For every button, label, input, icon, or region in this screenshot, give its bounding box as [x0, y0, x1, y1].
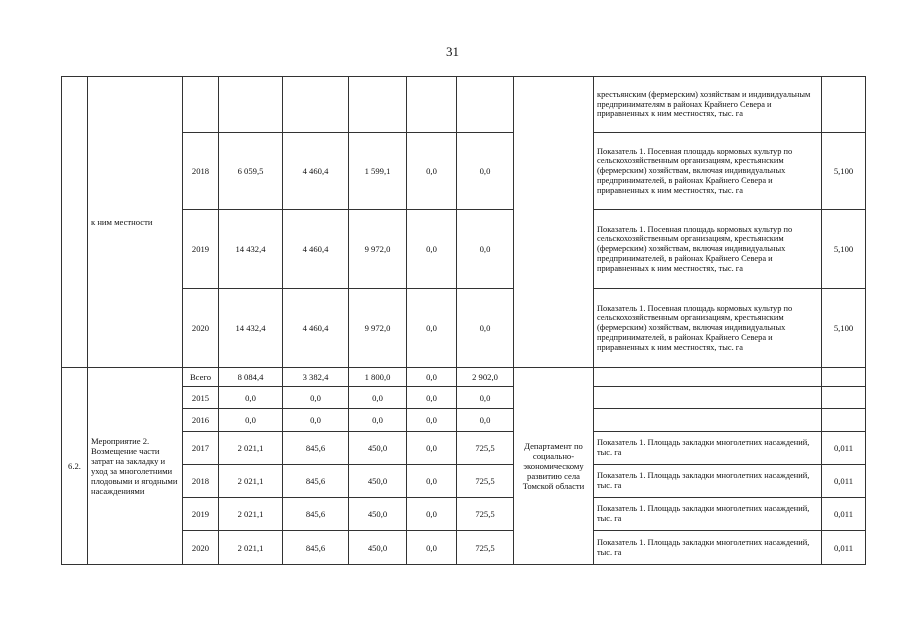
fund-cell: 450,0: [349, 531, 407, 565]
indicator-cell: Показатель 1. Посевная площадь кормовых культур по сельскохозяйственным организациям, крестьянским (фермерским) хозяйствам, включая индивидуальных предпринимателей, в районах Крайнего Севера и приравненных к ним местностях, тыс. га: [594, 133, 822, 210]
fund-cell: 0,0: [349, 409, 407, 432]
fund-cell: 845,6: [283, 465, 349, 498]
indicator-value: [822, 368, 866, 387]
fund-cell: 0,0: [457, 289, 514, 368]
fund-cell: 0,0: [407, 465, 457, 498]
indicator-cell: Показатель 1. Посевная площадь кормовых культур по сельскохозяйственным организациям, крестьянским (фермерским) хозяйствам, включая индивидуальных предпринимателей, в районах Крайнего Севера и приравненных к ним местностях, тыс. га: [594, 289, 822, 368]
indicator-cell: Показатель 1. Посевная площадь кормовых культур по сельскохозяйственным организациям, крестьянским (фермерским) хозяйствам, включая индивидуальных предпринимателей, в районах Крайнего Севера и приравненных к ним местностях, тыс. га: [594, 210, 822, 289]
indicator-value: 0,011: [822, 498, 866, 531]
fund-cell: 4 460,4: [283, 133, 349, 210]
page-number: 31: [446, 44, 459, 59]
total-cell: 2 021,1: [219, 465, 283, 498]
fund-cell: 0,0: [407, 498, 457, 531]
indicator-cell: Показатель 1. Площадь закладки многолетних насаждений, тыс. га: [594, 465, 822, 498]
indicator-cell: крестьянским (фермерским) хозяйствам и индивидуальным предпринимателям в районах Крайнего Севера и приравненных к ним местностях, тыс. га: [594, 77, 822, 133]
fund-cell: 0,0: [407, 409, 457, 432]
indicator-value: 5,100: [822, 133, 866, 210]
fund-cell: 450,0: [349, 465, 407, 498]
indicator-value: 0,011: [822, 465, 866, 498]
indicator-value: 0,011: [822, 432, 866, 465]
fund-cell: 3 382,4: [283, 368, 349, 387]
year-cell: 2019: [183, 498, 219, 531]
table-row: [62, 498, 866, 531]
year-cell: 2016: [183, 409, 219, 432]
total-cell: 6 059,5: [219, 133, 283, 210]
year-cell: Всего: [183, 368, 219, 387]
fund-cell: 0,0: [283, 387, 349, 409]
table-row: [62, 531, 866, 565]
fund-cell: 725,5: [457, 432, 514, 465]
indicator-cell: [594, 387, 822, 409]
fund-cell: 0,0: [407, 133, 457, 210]
indicator-cell: [594, 368, 822, 387]
fund-cell: 1 800,0: [349, 368, 407, 387]
executor-cell: [514, 77, 594, 368]
fund-cell: 9 972,0: [349, 289, 407, 368]
total-cell: 2 021,1: [219, 432, 283, 465]
fund-cell: 1 599,1: [349, 133, 407, 210]
table-row: [62, 432, 866, 465]
fund-cell: 4 460,4: [283, 210, 349, 289]
fund-cell: 450,0: [349, 498, 407, 531]
indicator-cell: Показатель 1. Площадь закладки многолетних насаждений, тыс. га: [594, 498, 822, 531]
fund-cell: 0,0: [407, 210, 457, 289]
indicator-value: [822, 409, 866, 432]
fund-cell: 845,6: [283, 432, 349, 465]
measure-name-cell: Мероприятие 2. Возмещение части затрат на закладку и уход за многолетними плодовыми и ягодными насаждениями: [88, 368, 183, 565]
total-cell: 14 432,4: [219, 289, 283, 368]
measure-name-cell: к ним местности: [88, 77, 183, 368]
fund-cell: 0,0: [283, 409, 349, 432]
total-cell: 0,0: [219, 387, 283, 409]
indicator-value: 5,100: [822, 289, 866, 368]
fund-cell: 0,0: [457, 210, 514, 289]
year-cell: 2020: [183, 531, 219, 565]
indicator-cell: [594, 409, 822, 432]
total-cell: 8 084,4: [219, 368, 283, 387]
fund-cell: 845,6: [283, 498, 349, 531]
table-row: [62, 368, 866, 387]
total-cell: 2 021,1: [219, 498, 283, 531]
executor-cell: Департамент по социально-экономическому развитию села Томской области: [514, 368, 594, 565]
total-cell: 0,0: [219, 409, 283, 432]
fund-cell: 725,5: [457, 465, 514, 498]
fund-cell: 0,0: [349, 387, 407, 409]
fund-cell: 4 460,4: [283, 289, 349, 368]
fund-cell: 725,5: [457, 498, 514, 531]
fund-cell: 0,0: [407, 368, 457, 387]
fund-cell: 0,0: [457, 409, 514, 432]
year-cell: 2018: [183, 465, 219, 498]
fund-cell: 0,0: [457, 387, 514, 409]
fund-cell: 2 902,0: [457, 368, 514, 387]
total-cell: 2 021,1: [219, 531, 283, 565]
program-table: [61, 76, 866, 565]
table-row: [62, 210, 866, 289]
fund-cell: 450,0: [349, 432, 407, 465]
table-row: [62, 465, 866, 498]
total-cell: 14 432,4: [219, 210, 283, 289]
year-cell: 2020: [183, 289, 219, 368]
table-row: [62, 387, 866, 409]
fund-cell: 845,6: [283, 531, 349, 565]
fund-cell: 0,0: [457, 133, 514, 210]
indicator-value: 0,011: [822, 531, 866, 565]
indicator-cell: Показатель 1. Площадь закладки многолетних насаждений, тыс. га: [594, 531, 822, 565]
year-cell: 2015: [183, 387, 219, 409]
fund-cell: 0,0: [407, 531, 457, 565]
cell-num: [62, 77, 88, 368]
year-cell: 2019: [183, 210, 219, 289]
fund-cell: 0,0: [407, 387, 457, 409]
fund-cell: 0,0: [407, 289, 457, 368]
indicator-value: [822, 387, 866, 409]
year-cell: 2018: [183, 133, 219, 210]
table-row: [62, 289, 866, 368]
indicator-cell: Показатель 1. Площадь закладки многолетних насаждений, тыс. га: [594, 432, 822, 465]
year-cell: 2017: [183, 432, 219, 465]
table-row: [62, 77, 866, 133]
table-row: [62, 409, 866, 432]
fund-cell: 9 972,0: [349, 210, 407, 289]
indicator-value: 5,100: [822, 210, 866, 289]
table-row: [62, 133, 866, 210]
fund-cell: 0,0: [407, 432, 457, 465]
fund-cell: 725,5: [457, 531, 514, 565]
measure-number: 6.2.: [62, 368, 88, 565]
